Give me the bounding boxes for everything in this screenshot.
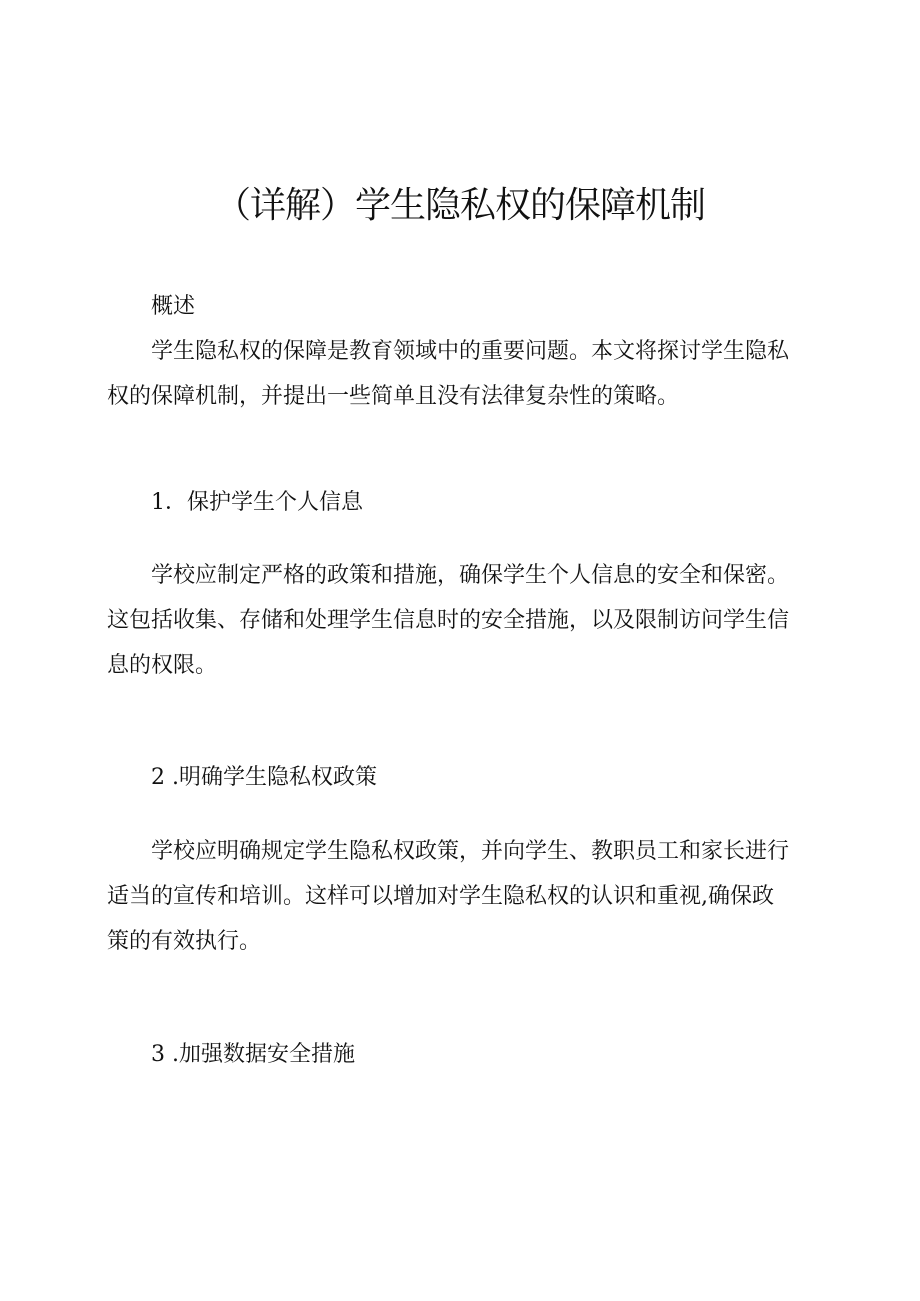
section-2-line: 适当的宣传和培训。这样可以增加对学生隐私权的认识和重视,确保政 [107,884,774,909]
section-1-line: 息的权限。 [107,653,218,678]
section-1-paragraph [107,553,823,688]
section-2-line: 策的有效执行。 [107,929,262,954]
overview-line: 学生隐私权的保障是教育领域中的重要问题。本文将探讨学生隐私 [151,339,790,364]
section-2-paragraph [107,829,823,964]
section-2-heading: 2 .明确学生隐私权政策 [151,765,377,790]
section-1-line: 学校应制定严格的政策和措施，确保学生个人信息的安全和保密。 [151,563,790,588]
section-2-line: 学校应明确规定学生隐私权政策，并向学生、教职员工和家长进行 [151,839,790,864]
overview-label: 概述 [151,294,196,319]
document-title: （详解）学生隐私权的保障机制 [214,185,705,226]
section-1-line: 这包括收集、存储和处理学生信息时的安全措施，以及限制访问学生信 [107,608,790,633]
section-3-heading: 3 .加强数据安全措施 [151,1042,355,1067]
section-1-heading: 1．保护学生个人信息 [151,490,363,515]
overview-paragraph [107,329,823,419]
overview-line: 权的保障机制，并提出一些简单且没有法律复杂性的策略。 [107,384,680,409]
